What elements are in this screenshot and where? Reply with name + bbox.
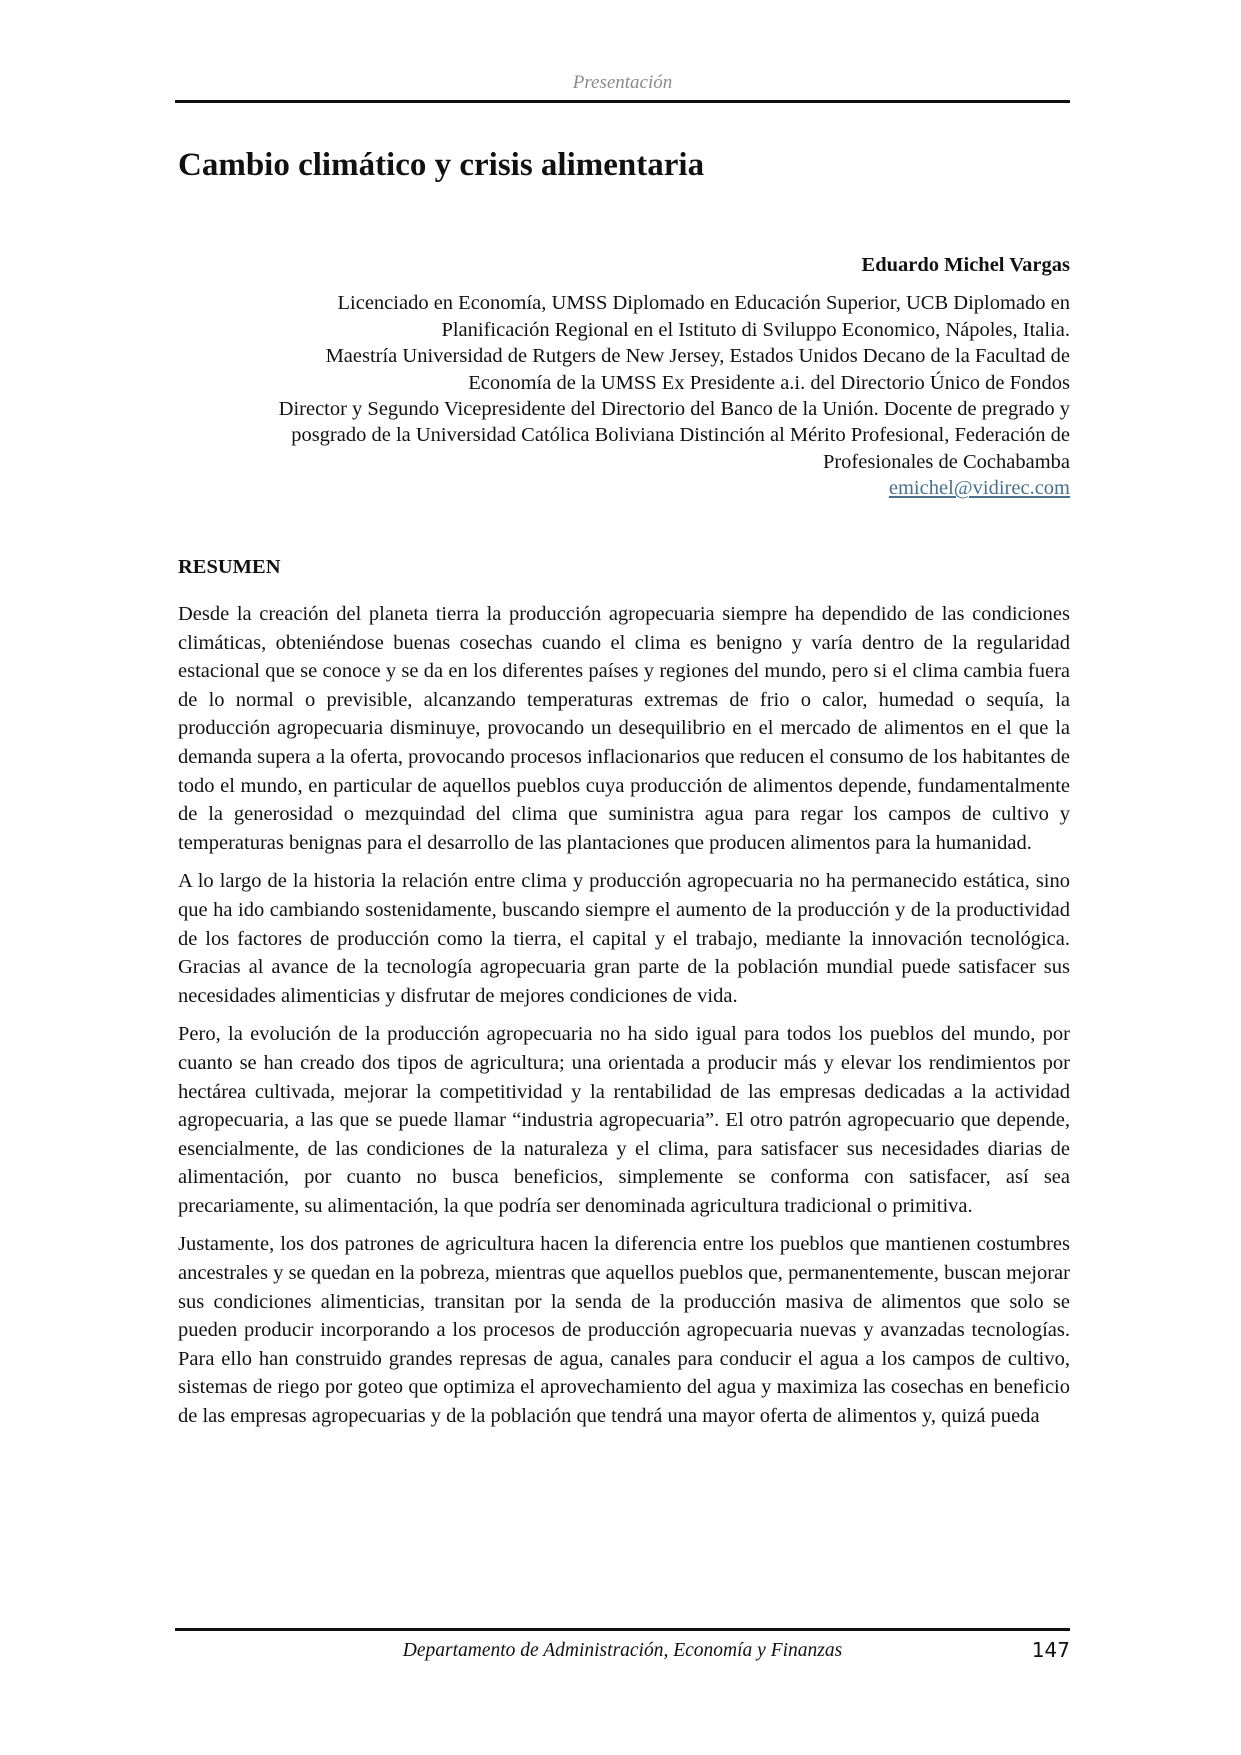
author-bio-line: Maestría Universidad de Rutgers de New Jersey, Estados Unidos Decano de la Facultad de <box>325 345 1070 368</box>
body-paragraph: Justamente, los dos patrones de agricultura hacen la diferencia entre los pueblos que mantienen costumbres ancestrales y se quedan en la pobreza, mientras que aquellos pueblos que, permanentemente, buscan mejorar sus condiciones alimenticias, transitan por la senda de la producción masiva de alimentos que solo se pueden producir incorporando a los procesos de producción agropecuaria nuevas y avanzadas tecnologías. Para ello han construido grandes represas de agua, canales para conducir el agua a los campos de cultivo, sistemas de riego por goteo que optimiza el aprovechamiento del agua y maximiza las cosechas en beneficio de las empresas agropecuarias y de la población que tendrá una mayor oferta de alimentos y, quizá pueda <box>178 1233 1070 1428</box>
body-paragraph: Pero, la evolución de la producción agropecuaria no ha sido igual para todos los pueblos del mundo, por cuanto se han creado dos tipos de agricultura; una orientada a producir más y elevar los rendimientos por hectárea cultivada, mejorar la competitividad y la rentabilidad de las empresas dedicadas a la actividad agropecuaria, a las que se puede llamar “industria agropecuaria”. El otro patrón agropecuario que depende, esencialmente, de las condiciones de la naturaleza y el clima, para satisfacer sus necesidades diarias de alimentación, por cuanto no busca beneficios, simplemente se conforma con satisfacer, así sea precariamente, su alimentación, la que podría ser denominada agricultura tradicional o primitiva. <box>178 1023 1070 1217</box>
author-bio-line: Licenciado en Economía, UMSS Diplomado en Educación Superior, UCB Diplomado en <box>337 292 1070 315</box>
footer-rule <box>175 1628 1070 1631</box>
author-bio-line: Planificación Regional en el Istituto di Sviluppo Economico, Nápoles, Italia. <box>441 318 1070 341</box>
running-head: Presentación <box>572 72 673 93</box>
author-name: Eduardo Michel Vargas <box>861 254 1070 276</box>
page-number: 147 <box>1031 1638 1070 1662</box>
abstract-body <box>178 600 1070 1441</box>
author-email-link[interactable]: emichel@vidirec.com <box>888 477 1070 500</box>
abstract-heading: RESUMEN <box>178 556 281 578</box>
body-paragraph: Desde la creación del planeta tierra la producción agropecuaria siempre ha dependido de las condiciones climáticas, obteniéndose buenas cosechas cuando el clima es benigno y varía dentro de la regularidad estacional que se conoce y se da en los diferentes países y regiones del mundo, pero si el clima cambia fuera de lo normal o previsible, alcanzando temperaturas extremas de frio o calor, humedad o sequía, la producción agropecuaria disminuye, provocando un desequilibrio en el mercado de alimentos en el que la demanda supera a la oferta, provocando procesos inflacionarios que reducen el consumo de los habitantes de todo el mundo, en particular de aquellos pueblos cuya producción de alimentos depende, fundamentalmente de la generosidad o mezquindad del clima que suministra agua para regar los campos de cultivo y temperaturas benignas para el desarrollo de las plantaciones que producen alimentos para la humanidad. <box>178 603 1070 854</box>
footer-department: Departamento de Administración, Economía y Finanzas <box>402 1640 843 1661</box>
body-paragraph: A lo largo de la historia la relación entre clima y producción agropecuaria no ha permanecido estática, sino que ha ido cambiando sostenidamente, buscando siempre el aumento de la producción y de la productividad de los factores de producción como la tierra, el capital y el trabajo, mediante la innovación tecnológica. Gracias al avance de la tecnología agropecuaria gran parte de la población mundial puede satisfacer sus necesidades alimenticias y disfrutar de mejores condiciones de vida. <box>178 870 1070 1007</box>
author-bio-line: Director y Segundo Vicepresidente del Directorio del Banco de la Unión. Docente de pregrado y <box>278 398 1070 421</box>
author-bio-line: Economía de la UMSS Ex Presidente a.i. del Directorio Único de Fondos <box>468 371 1070 394</box>
header-rule <box>175 100 1070 103</box>
author-bio-line: Profesionales de Cochabamba <box>822 450 1070 473</box>
author-block <box>175 252 1070 502</box>
author-bio-line: posgrado de la Universidad Católica Boliviana Distinción al Mérito Profesional, Federación de <box>291 424 1070 447</box>
article-title: Cambio climático y crisis alimentaria <box>178 147 705 183</box>
